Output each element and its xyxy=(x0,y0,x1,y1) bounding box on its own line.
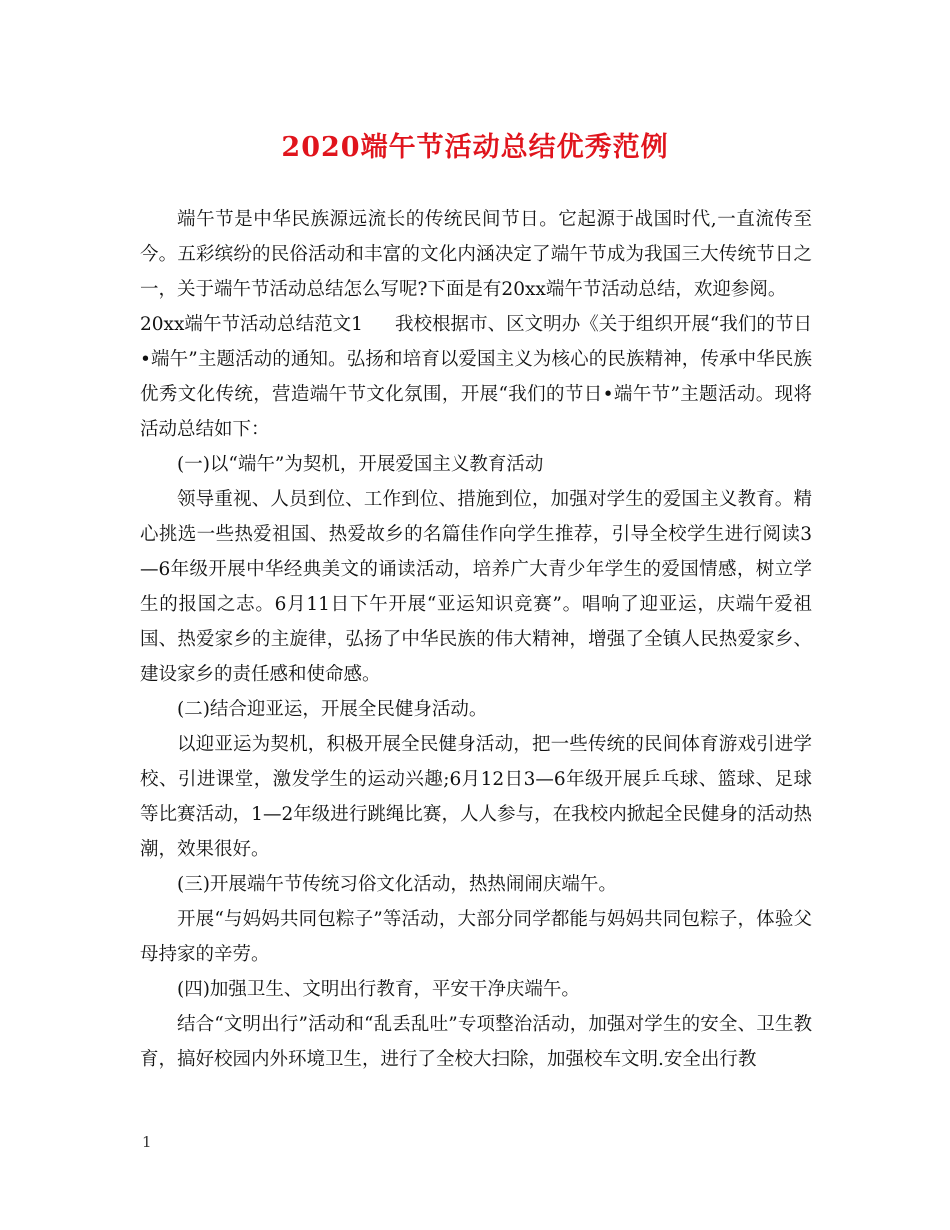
document-body xyxy=(140,202,812,1077)
subheading-3: (三)开展端午节传统习俗文化活动，热热闹闹庆端午。 xyxy=(177,874,617,895)
body-paragraph-2: 以迎亚运为契机，积极开展全民健身活动，把一些传统的民间体育游戏引进学校、引进课堂，激发学生的运动兴趣;6月12日3—6年级开展乒乓球、篮球、足球等比赛活动，1—2年级进行跳绳比赛，人人参与，在我校内掀起全民健身的活动热潮，效果很好。 xyxy=(140,734,812,860)
subheading-1: (一)以“端午”为契机，开展爱国主义教育活动 xyxy=(177,454,544,475)
body-paragraph-3: 开展“与妈妈共同包粽子”等活动，大部分同学都能与妈妈共同包粽子，体验父母持家的辛劳。 xyxy=(140,909,812,965)
body-paragraph-1: 领导重视、人员到位、工作到位、措施到位，加强对学生的爱国主义教育。精心挑选一些热爱祖国、热爱故乡的名篇佳作向学生推荐，引导全校学生进行阅读3—6年级开展中华经典美文的诵读活动，培养广大青少年学生的爱国情感，树立学生的报国之志。6月11日下午开展“亚运知识竞赛”。唱响了迎亚运，庆端午爱祖国、热爱家乡的主旋律，弘扬了中华民族的伟大精神，增强了全镇人民热爱家乡、建设家乡的责任感和使命感。 xyxy=(140,489,812,685)
section-heading: 20xx端午节活动总结范文1 xyxy=(140,314,363,335)
intro-paragraph: 端午节是中华民族源远流长的传统民间节日。它起源于战国时代,一直流传至今。五彩缤纷的民俗活动和丰富的文化内涵决定了端午节成为我国三大传统节日之一，关于端午节活动总结怎么写呢?下面是有20xx端午节活动总结，欢迎参阅。 xyxy=(140,209,812,300)
section-intro-text: 我校根据市、区文明办《关于组织开展“我们的节日•端午”主题活动的通知。弘扬和培育以爱国主义为核心的民族精神，传承中华民族优秀文化传统，营造端午节文化氛围，开展“我们的节日•端午节”主题活动。现将活动总结如下： xyxy=(140,314,812,440)
subheading-4: (四)加强卫生、文明出行教育，平安干净庆端午。 xyxy=(177,979,580,1000)
document-title: 2020端午节活动总结优秀范例 xyxy=(281,132,669,163)
subheading-2: (二)结合迎亚运，开展全民健身活动。 xyxy=(177,699,488,720)
section-paragraph xyxy=(140,307,812,447)
page-number: 1 xyxy=(142,1133,152,1151)
body-paragraph-4: 结合“文明出行”活动和“乱丢乱吐”专项整治活动，加强对学生的安全、卫生教育，搞好校园内外环境卫生，进行了全校大扫除，加强校车文明.安全出行教 xyxy=(140,1014,812,1070)
